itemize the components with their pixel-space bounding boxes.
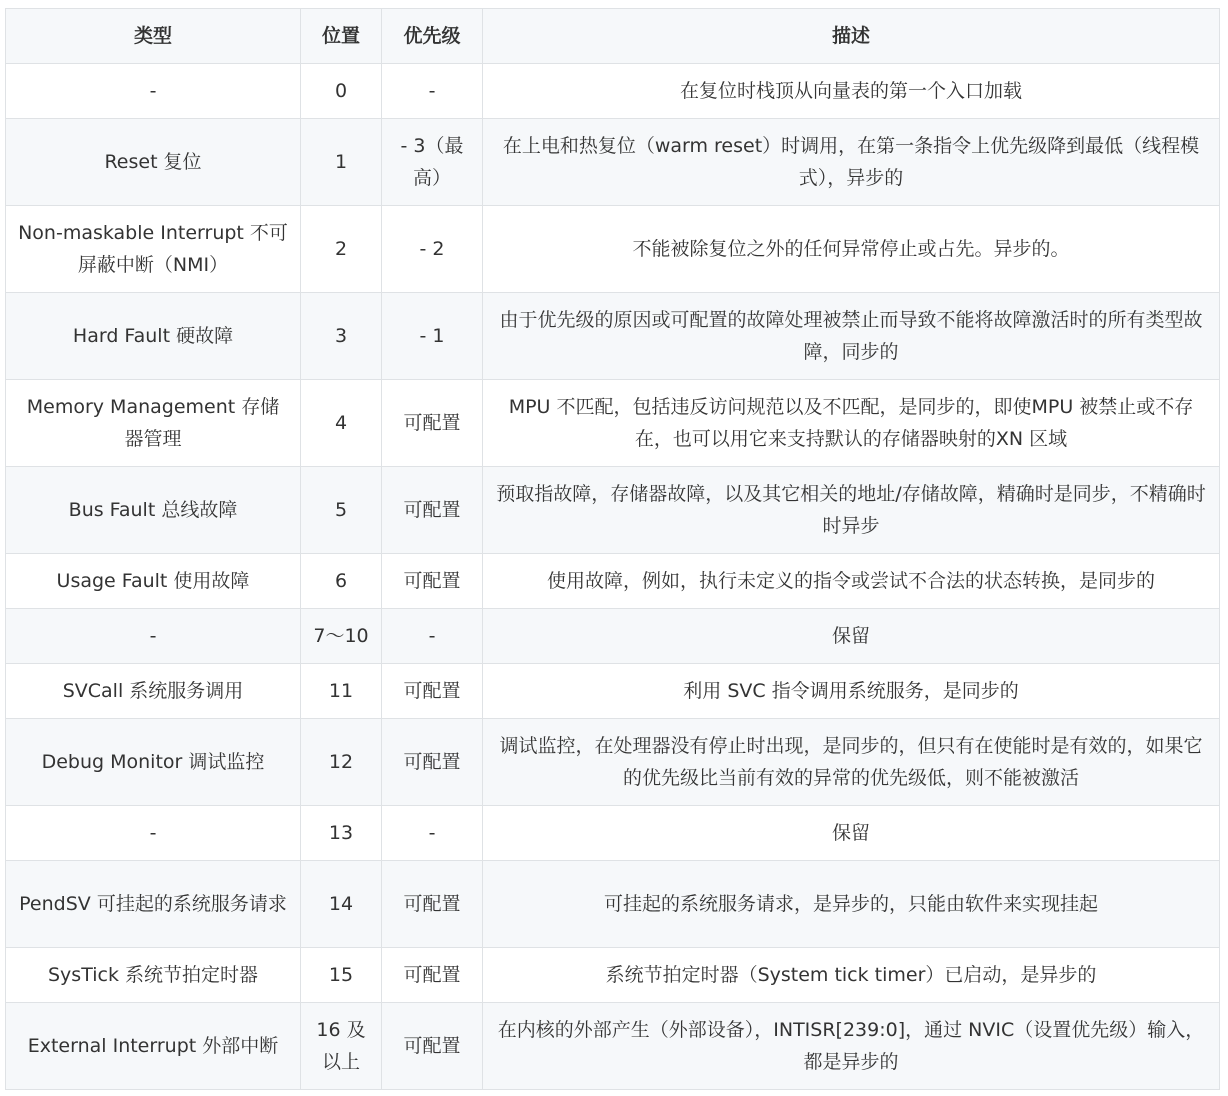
cell-position: 4 [301,380,382,467]
table-body [6,64,1220,1090]
cell-priority: - 3（最高） [382,119,483,206]
table-row [6,861,1220,948]
cell-position: 13 [301,806,382,861]
cell-position: 14 [301,861,382,948]
cell-position: 11 [301,664,382,719]
header-row [6,9,1220,64]
cell-type: - [6,64,301,119]
cell-priority: - 1 [382,293,483,380]
cell-position: 1 [301,119,382,206]
cell-position: 16 及以上 [301,1003,382,1090]
cell-type: Usage Fault 使用故障 [6,554,301,609]
cell-priority: - [382,64,483,119]
table-row [6,293,1220,380]
cell-description: 不能被除复位之外的任何异常停止或占先。异步的。 [483,206,1220,293]
cell-type: Debug Monitor 调试监控 [6,719,301,806]
cell-type: Memory Management 存储器管理 [6,380,301,467]
header-position: 位置 [301,9,382,64]
exception-types-table [5,8,1220,1090]
cell-position: 5 [301,467,382,554]
cell-description: 可挂起的系统服务请求，是异步的，只能由软件来实现挂起 [483,861,1220,948]
cell-priority: - [382,806,483,861]
header-type: 类型 [6,9,301,64]
cell-type: - [6,609,301,664]
table-row [6,380,1220,467]
table-row [6,206,1220,293]
cell-type: PendSV 可挂起的系统服务请求 [6,861,301,948]
exception-table-container [5,8,1220,1090]
table-header [6,9,1220,64]
cell-description: 在内核的外部产生（外部设备），INTISR[239:0]，通过 NVIC（设置优先级）输入，都是异步的 [483,1003,1220,1090]
cell-type: Reset 复位 [6,119,301,206]
header-description: 描述 [483,9,1220,64]
table-row [6,1003,1220,1090]
cell-type: SysTick 系统节拍定时器 [6,948,301,1003]
table-row [6,719,1220,806]
cell-priority: 可配置 [382,861,483,948]
cell-description: 保留 [483,806,1220,861]
cell-priority: 可配置 [382,467,483,554]
header-priority: 优先级 [382,9,483,64]
cell-position: 2 [301,206,382,293]
cell-description: 保留 [483,609,1220,664]
cell-type: Non-maskable Interrupt 不可屏蔽中断（NMI） [6,206,301,293]
table-row [6,64,1220,119]
cell-type: Hard Fault 硬故障 [6,293,301,380]
cell-priority: 可配置 [382,948,483,1003]
cell-description: 在上电和热复位（warm reset）时调用，在第一条指令上优先级降到最低（线程模式），异步的 [483,119,1220,206]
cell-position: 6 [301,554,382,609]
table-row [6,554,1220,609]
cell-description: MPU 不匹配，包括违反访问规范以及不匹配，是同步的，即使MPU 被禁止或不存在，也可以用它来支持默认的存储器映射的XN 区域 [483,380,1220,467]
table-row [6,467,1220,554]
table-row [6,664,1220,719]
cell-priority: 可配置 [382,719,483,806]
cell-type: SVCall 系统服务调用 [6,664,301,719]
cell-type: Bus Fault 总线故障 [6,467,301,554]
cell-priority: 可配置 [382,554,483,609]
cell-type: - [6,806,301,861]
table-row [6,948,1220,1003]
cell-priority: 可配置 [382,380,483,467]
cell-priority: 可配置 [382,664,483,719]
table-row [6,806,1220,861]
cell-type: External Interrupt 外部中断 [6,1003,301,1090]
cell-description: 使用故障，例如，执行未定义的指令或尝试不合法的状态转换，是同步的 [483,554,1220,609]
cell-priority: - 2 [382,206,483,293]
cell-description: 由于优先级的原因或可配置的故障处理被禁止而导致不能将故障激活时的所有类型故障，同步的 [483,293,1220,380]
table-row [6,119,1220,206]
cell-position: 3 [301,293,382,380]
cell-description: 利用 SVC 指令调用系统服务，是同步的 [483,664,1220,719]
cell-description: 调试监控，在处理器没有停止时出现，是同步的，但只有在使能时是有效的，如果它的优先级比当前有效的异常的优先级低，则不能被激活 [483,719,1220,806]
cell-position: 7～10 [301,609,382,664]
cell-priority: 可配置 [382,1003,483,1090]
cell-description: 在复位时栈顶从向量表的第一个入口加载 [483,64,1220,119]
cell-description: 系统节拍定时器（System tick timer）已启动，是异步的 [483,948,1220,1003]
cell-position: 0 [301,64,382,119]
cell-priority: - [382,609,483,664]
cell-position: 12 [301,719,382,806]
cell-position: 15 [301,948,382,1003]
table-row [6,609,1220,664]
cell-description: 预取指故障，存储器故障，以及其它相关的地址/存储故障，精确时是同步，不精确时时异步 [483,467,1220,554]
